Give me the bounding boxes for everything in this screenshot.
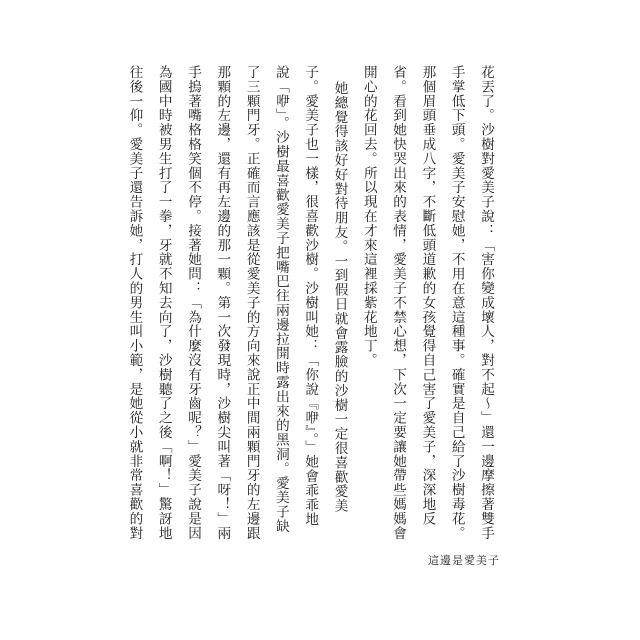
text-column: 為國中時被男生打了一拳，牙就不知去向了，沙樹聽了之後「啊！」驚訝地 bbox=[155, 65, 172, 541]
text-column: 子。愛美子也一樣，很喜歡沙樹。沙樹叫她：「你說『咿』。」她會乖乖地 bbox=[302, 65, 319, 527]
text-column: 手掌低下頭。愛美子安慰她，不用在意這種事。確實是自己給了沙樹毒花。 bbox=[448, 65, 465, 541]
text-column: 了三顆門牙。正確而言應該是從愛美子的方向來說正中間兩顆門牙的左邊跟 bbox=[243, 65, 260, 541]
page-caption: 這邊是愛美子 bbox=[428, 554, 500, 567]
vertical-text-body bbox=[119, 65, 500, 565]
text-column: 開心的花回去。所以現在才來這裡採紫花地丁。 bbox=[360, 65, 377, 368]
text-column: 那顆的左邊，還有再左邊的那一顆。第一次發現時，沙樹尖叫著「呀！」兩 bbox=[214, 65, 231, 541]
text-column: 那個眉頭垂成八字，不斷低頭道歉的女孩覺得自己害了愛美子，深深地反 bbox=[419, 65, 436, 526]
text-column: 往後一仰。愛美子還告訴她，打人的男生叫小範，是她從小就非常喜歡的對 bbox=[126, 65, 143, 541]
text-column: 她總覺得該好好對待朋友。一到假日就會露臉的沙樹一定很喜歡愛美 bbox=[331, 80, 348, 513]
text-column: 花丟了。沙樹對愛美子說：「害你變成壞人，對不起～」還一邊摩擦著雙手 bbox=[478, 65, 494, 541]
text-column: 說「咿」。沙樹最喜歡愛美子把嘴巴往兩邊拉開時露出來的黑洞。愛美子缺 bbox=[272, 65, 289, 534]
text-column: 省。看到她快哭出來的表情，愛美子不禁心想，下次一定要讓她帶些媽媽會 bbox=[390, 65, 407, 541]
text-column: 手摀著嘴格格笑個不停。接著她問：「為什麼沒有牙齒呢？」愛美子說是因 bbox=[185, 65, 202, 541]
